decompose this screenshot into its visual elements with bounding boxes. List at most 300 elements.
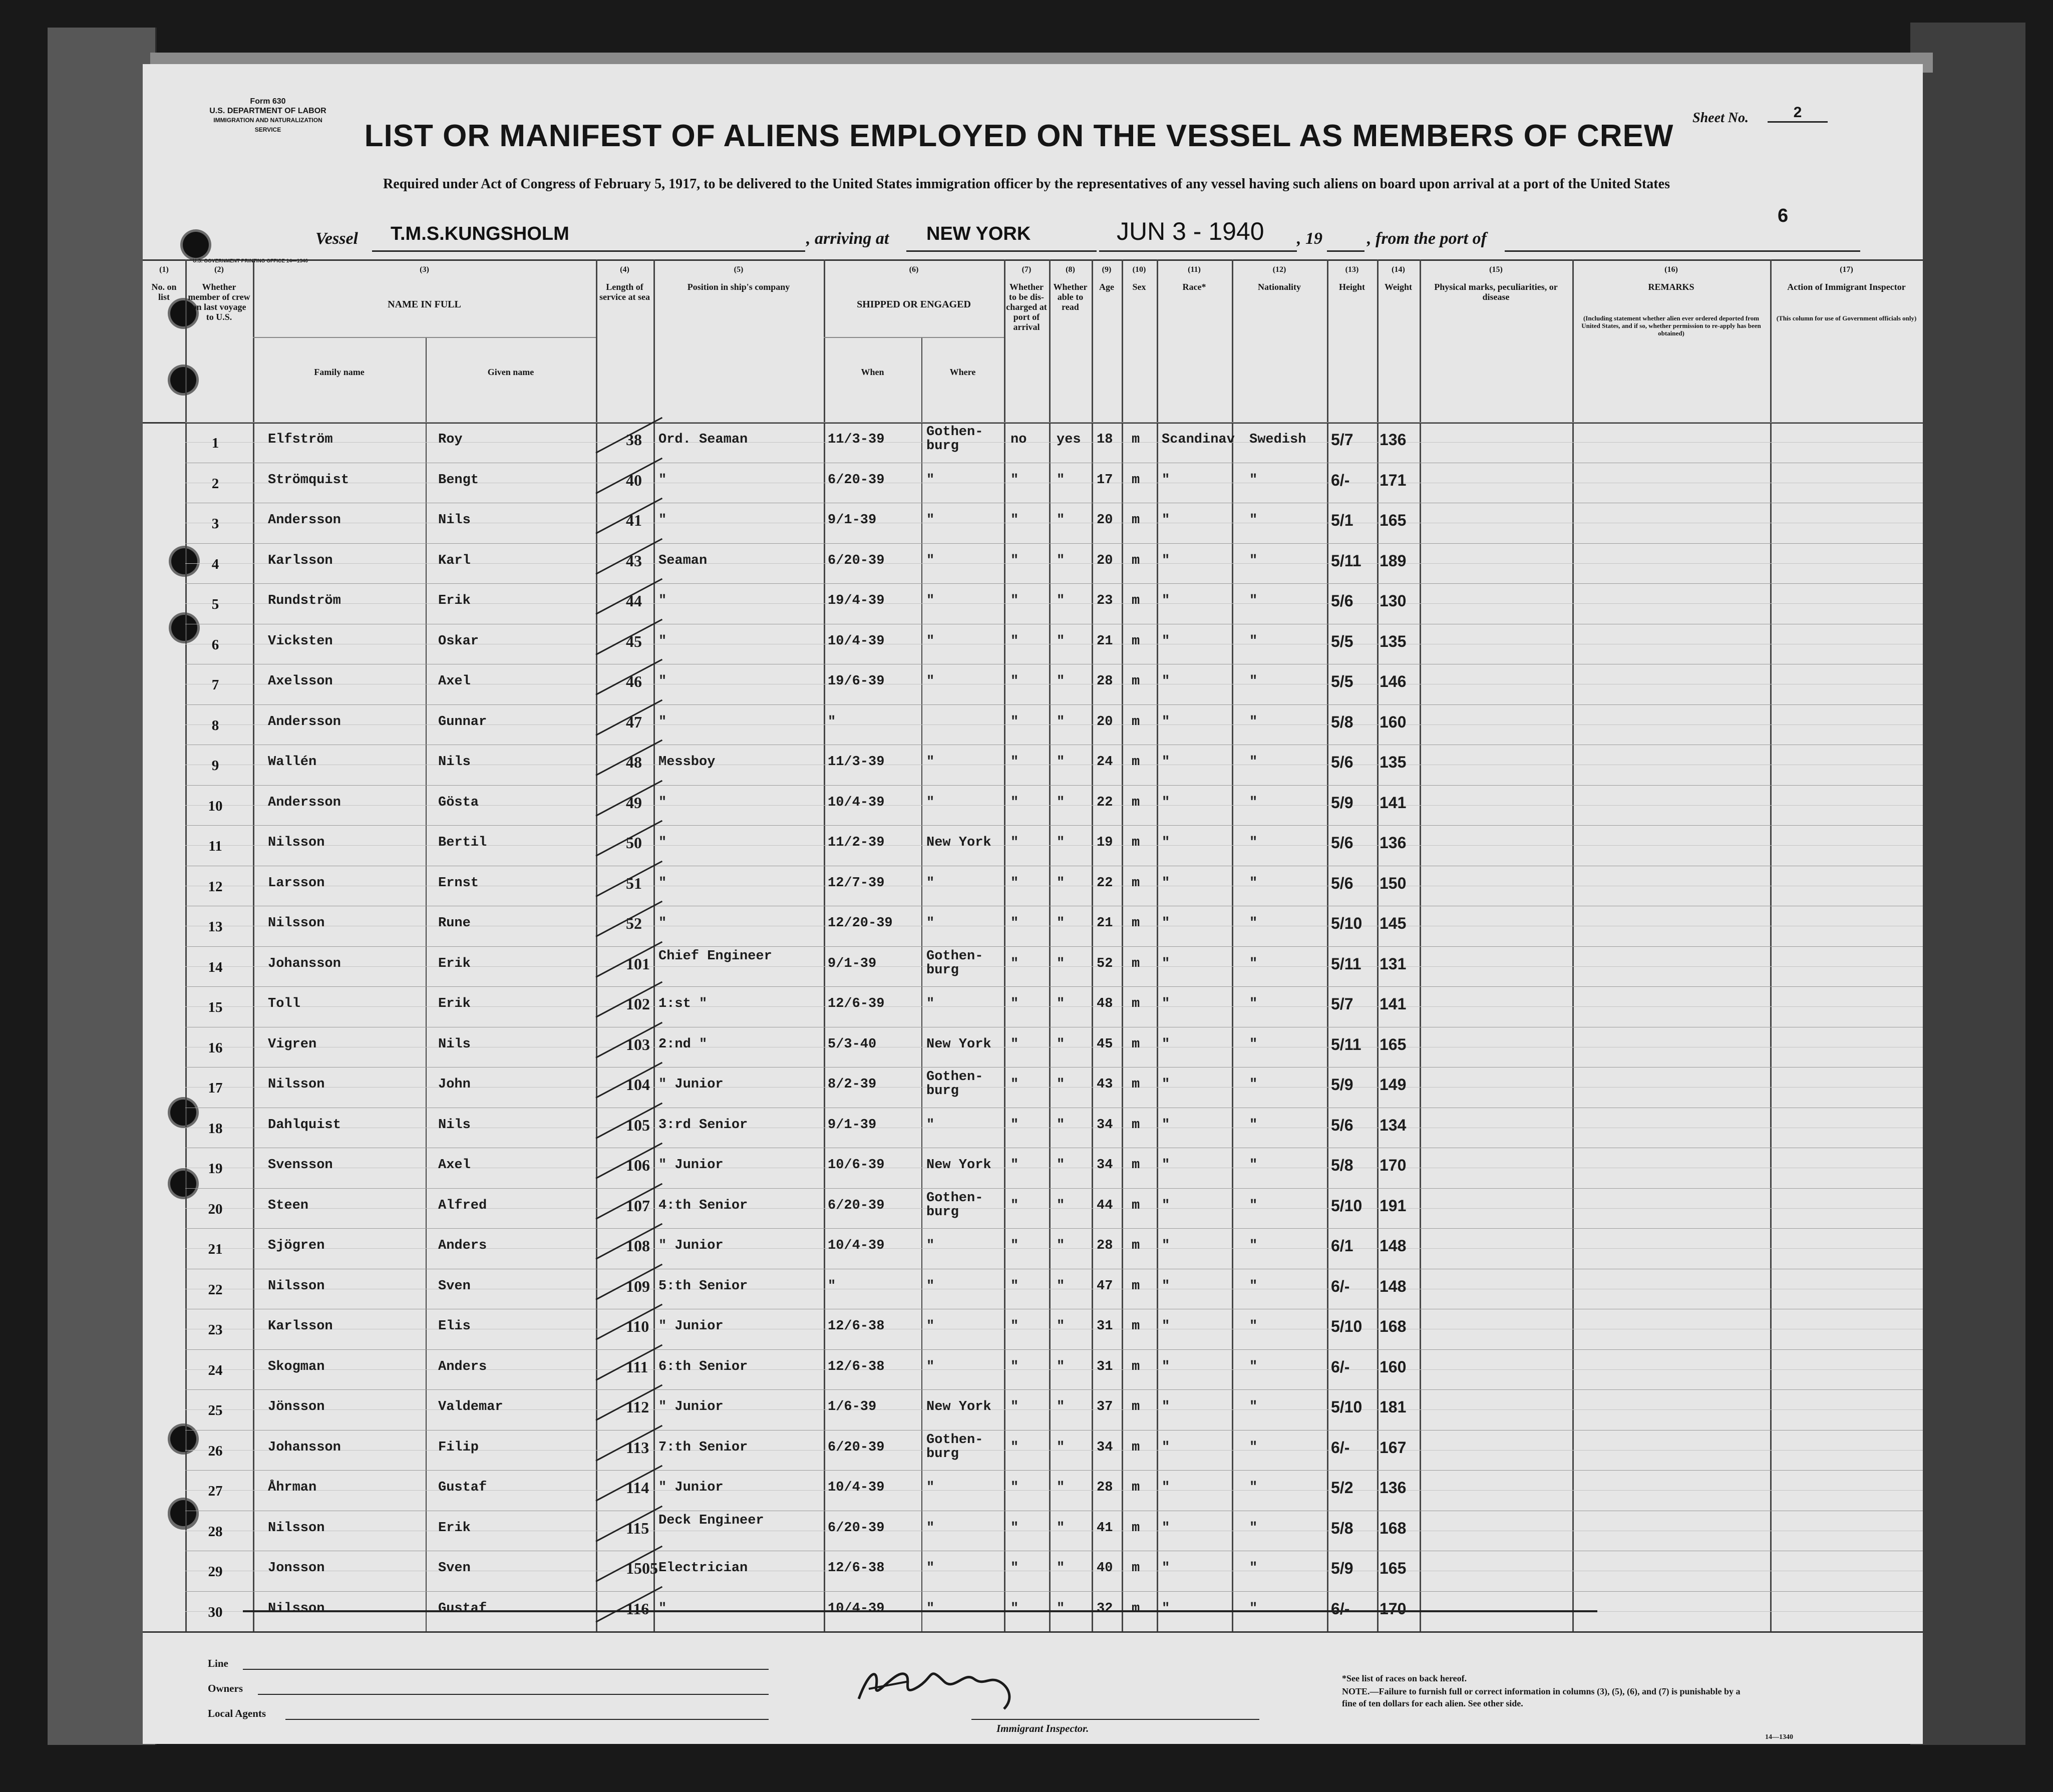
nationality: ": [1249, 1399, 1258, 1414]
height: 6/-: [1331, 1438, 1350, 1457]
corner-number: 6: [1778, 205, 1789, 226]
given-name: Erik: [438, 996, 471, 1011]
row-number: 21: [208, 1241, 223, 1257]
age: 24: [1097, 755, 1113, 770]
race: ": [1162, 795, 1170, 810]
weight: 135: [1380, 632, 1407, 650]
given-name: Alfred: [438, 1198, 487, 1213]
shipped-where: ": [926, 1278, 935, 1294]
row-number: 11: [208, 838, 222, 854]
shipped-when: 10/4-39: [828, 1238, 885, 1253]
length-of-service: 112: [626, 1398, 649, 1416]
row-number: 7: [211, 677, 219, 693]
weight: 131: [1380, 954, 1407, 973]
race: ": [1162, 1036, 1170, 1052]
weight: 136: [1380, 431, 1407, 449]
able-to-read: ": [1057, 1440, 1065, 1455]
able-to-read: ": [1057, 513, 1065, 528]
sex: m: [1132, 1117, 1140, 1133]
position: ": [658, 916, 667, 931]
nationality: ": [1249, 1198, 1258, 1213]
given-name: Valdemar: [438, 1399, 503, 1414]
age: 28: [1097, 1238, 1113, 1253]
length-of-service: 102: [626, 995, 650, 1013]
sex: m: [1132, 1278, 1140, 1294]
height: 5/11: [1331, 954, 1361, 973]
length-of-service: 113: [626, 1438, 649, 1457]
race: ": [1162, 1440, 1170, 1455]
nationality: Swedish: [1249, 432, 1306, 447]
sex: m: [1132, 996, 1140, 1011]
position: 1:st ": [658, 996, 708, 1011]
able-to-read: ": [1057, 472, 1065, 488]
height: 5/8: [1331, 1156, 1353, 1174]
height: 5/6: [1331, 834, 1353, 852]
height: 6/1: [1331, 1237, 1353, 1255]
discharged-at-arrival: ": [1010, 553, 1019, 568]
nationality: ": [1249, 674, 1258, 689]
age: 48: [1097, 996, 1113, 1011]
race: ": [1162, 996, 1170, 1011]
column-header: Whether member of crew on last voyage to U.S.: [188, 282, 250, 322]
able-to-read: ": [1057, 1077, 1065, 1092]
family-name: Dahlquist: [268, 1117, 341, 1133]
age: 34: [1097, 1440, 1113, 1455]
able-to-read: ": [1057, 1399, 1065, 1414]
sex: m: [1132, 432, 1140, 447]
shipped-when: 12/6-38: [828, 1561, 885, 1576]
height: 5/11: [1331, 551, 1361, 570]
height: 5/6: [1331, 874, 1353, 892]
able-to-read: ": [1057, 755, 1065, 770]
footer-agents-label: Local Agents: [208, 1707, 266, 1719]
family-name: Rundström: [268, 593, 341, 608]
height: 5/10: [1331, 914, 1362, 932]
row-number: 27: [208, 1483, 223, 1499]
position: 4:th Senior: [658, 1198, 748, 1213]
discharged-at-arrival: ": [1010, 1077, 1019, 1092]
nationality: ": [1249, 1158, 1258, 1173]
position: " Junior: [658, 1077, 724, 1092]
weight: 136: [1380, 834, 1407, 852]
race: ": [1162, 835, 1170, 850]
weight: 160: [1380, 1357, 1407, 1376]
position: ": [658, 795, 667, 810]
able-to-read: ": [1057, 1278, 1065, 1294]
nationality: ": [1249, 875, 1258, 891]
shipped-when: 5/3-40: [828, 1036, 877, 1052]
column-number: (3): [420, 265, 429, 274]
discharged-at-arrival: ": [1010, 472, 1019, 488]
length-of-service: 101: [626, 954, 650, 973]
length-of-service: 51: [626, 874, 642, 892]
sex: m: [1132, 472, 1140, 488]
discharged-at-arrival: ": [1010, 795, 1019, 810]
discharged-at-arrival: ": [1010, 916, 1019, 931]
weight: 141: [1380, 995, 1407, 1013]
sex: m: [1132, 1359, 1140, 1374]
row-number: 8: [211, 717, 219, 734]
weight: 189: [1380, 551, 1407, 570]
able-to-read: ": [1057, 1117, 1065, 1133]
able-to-read: ": [1057, 1158, 1065, 1173]
family-name: Andersson: [268, 714, 341, 730]
nationality: ": [1249, 1077, 1258, 1092]
weight: 181: [1380, 1398, 1407, 1416]
age: 34: [1097, 1117, 1113, 1133]
column-number: (9): [1102, 265, 1112, 274]
age: 22: [1097, 875, 1113, 891]
length-of-service: 46: [626, 672, 642, 690]
discharged-at-arrival: ": [1010, 714, 1019, 730]
length-of-service: 104: [626, 1076, 650, 1094]
age: 40: [1097, 1561, 1113, 1576]
column-header: Whether to be dis-charged at port of arrival: [1006, 282, 1047, 332]
shipped-where: New York: [926, 1158, 991, 1173]
row-number: 4: [211, 556, 219, 572]
given-name: Gustaf: [438, 1601, 487, 1616]
shipped-when: 1/6-39: [828, 1399, 877, 1414]
family-name: Larsson: [268, 875, 325, 891]
nationality: ": [1249, 755, 1258, 770]
weight: 136: [1380, 1479, 1407, 1497]
column-number: (4): [620, 265, 629, 274]
height: 6/-: [1331, 1357, 1350, 1376]
discharged-at-arrival: ": [1010, 633, 1019, 649]
sex: m: [1132, 1036, 1140, 1052]
height: 5/6: [1331, 1116, 1353, 1134]
column-subheader: When: [861, 367, 884, 377]
length-of-service: 40: [626, 471, 642, 489]
discharged-at-arrival: ": [1010, 1440, 1019, 1455]
position: 6:th Senior: [658, 1359, 748, 1374]
position: Electrician: [658, 1561, 748, 1576]
shipped-where: ": [926, 1520, 935, 1536]
age: 32: [1097, 1601, 1113, 1616]
age: 41: [1097, 1520, 1113, 1536]
strike-through-line: [243, 1610, 1597, 1612]
weight: 171: [1380, 471, 1407, 489]
length-of-service: 44: [626, 592, 642, 610]
age: 31: [1097, 1319, 1113, 1334]
able-to-read: yes: [1057, 432, 1081, 447]
age: 45: [1097, 1036, 1113, 1052]
from-port-label: , from the port of: [1367, 229, 1487, 248]
weight: 160: [1380, 712, 1407, 731]
race: ": [1162, 1077, 1170, 1092]
races-note: *See list of races on back hereof.: [1342, 1673, 1467, 1683]
race: ": [1162, 513, 1170, 528]
shipped-where: Gothen-burg: [926, 948, 983, 978]
length-of-service: 48: [626, 753, 642, 771]
discharged-at-arrival: no: [1010, 432, 1027, 447]
column-subheader: Where: [949, 367, 976, 377]
shipped-where: ": [926, 1561, 935, 1576]
age: 18: [1097, 432, 1113, 447]
page-subtitle: Required under Act of Congress of February 5, 1917, to be delivered to the United States immigration officer by the representatives of any vessel having such aliens on board upon arrival at a port of the United States: [383, 176, 1670, 192]
row-number: 14: [208, 959, 223, 975]
gpo-line: U.S. GOVERNMENT PRINTING OFFICE 14—1340: [193, 258, 308, 264]
column-subheader: Given name: [487, 367, 534, 377]
able-to-read: ": [1057, 1319, 1065, 1334]
column-number: (14): [1392, 265, 1405, 274]
weight: 165: [1380, 511, 1407, 529]
given-name: Karl: [438, 553, 471, 568]
able-to-read: ": [1057, 835, 1065, 850]
row-number: 5: [211, 596, 219, 612]
able-to-read: ": [1057, 633, 1065, 649]
age: 19: [1097, 835, 1113, 850]
race: ": [1162, 875, 1170, 891]
family-name: Johansson: [268, 1440, 341, 1455]
page-title: LIST OR MANIFEST OF ALIENS EMPLOYED ON THE VESSEL AS MEMBERS OF CREW: [364, 119, 1674, 153]
weight: 149: [1380, 1076, 1407, 1094]
weight: 148: [1380, 1237, 1407, 1255]
form-number: Form 630: [250, 97, 286, 106]
shipped-where: ": [926, 996, 935, 1011]
family-name: Vicksten: [268, 633, 333, 649]
length-of-service: 109: [626, 1277, 650, 1295]
discharged-at-arrival: ": [1010, 996, 1019, 1011]
discharged-at-arrival: ": [1010, 1117, 1019, 1133]
race: ": [1162, 674, 1170, 689]
family-name: Elfström: [268, 432, 333, 447]
discharged-at-arrival: ": [1010, 835, 1019, 850]
shipped-when: 10/4-39: [828, 1480, 885, 1495]
height: 5/8: [1331, 712, 1353, 731]
row-number: 22: [208, 1281, 223, 1298]
column-header: Height: [1339, 282, 1365, 292]
length-of-service: 47: [626, 712, 642, 731]
length-of-service: 108: [626, 1237, 650, 1255]
arrival-date-stamp: JUN 3 - 1940: [1117, 217, 1264, 245]
position: " Junior: [658, 1319, 724, 1334]
race: ": [1162, 956, 1170, 971]
able-to-read: ": [1057, 593, 1065, 608]
column-header: Action of Immigrant Inspector: [1787, 282, 1906, 292]
position: ": [658, 714, 667, 730]
able-to-read: ": [1057, 1520, 1065, 1536]
height: 5/9: [1331, 1076, 1353, 1094]
race: Scandinav: [1162, 432, 1235, 447]
weight: 170: [1380, 1599, 1407, 1618]
weight: 145: [1380, 914, 1407, 932]
height: 5/9: [1331, 793, 1353, 812]
vessel-label: Vessel: [315, 229, 358, 248]
nationality: ": [1249, 633, 1258, 649]
race: ": [1162, 1198, 1170, 1213]
family-name: Steen: [268, 1198, 309, 1213]
able-to-read: ": [1057, 1480, 1065, 1495]
given-name: Sven: [438, 1561, 471, 1576]
nationality: ": [1249, 1520, 1258, 1536]
shipped-when: 11/3-39: [828, 755, 885, 770]
length-of-service: 106: [626, 1156, 650, 1174]
shipped-when: 9/1-39: [828, 956, 877, 971]
length-of-service: 45: [626, 632, 642, 650]
row-number: 15: [208, 999, 223, 1015]
shipped-when: 6/20-39: [828, 1440, 885, 1455]
arriving-port: NEW YORK: [926, 223, 1031, 244]
position: ": [658, 633, 667, 649]
given-name: Erik: [438, 593, 471, 608]
age: 21: [1097, 633, 1113, 649]
arriving-label: , arriving at: [806, 229, 889, 248]
row-number: 17: [208, 1080, 223, 1096]
row-number: 1: [211, 435, 219, 451]
nationality: ": [1249, 1278, 1258, 1294]
shipped-when: 12/6-39: [828, 996, 885, 1011]
able-to-read: ": [1057, 916, 1065, 931]
column-header: Nationality: [1257, 282, 1301, 292]
able-to-read: ": [1057, 956, 1065, 971]
nationality: ": [1249, 1601, 1258, 1616]
race: ": [1162, 1399, 1170, 1414]
position: ": [658, 513, 667, 528]
weight: 135: [1380, 753, 1407, 771]
given-name: Ernst: [438, 875, 479, 891]
race: ": [1162, 714, 1170, 730]
shipped-when: 6/20-39: [828, 1198, 885, 1213]
given-name: John: [438, 1077, 471, 1092]
shipped-when: 19/6-39: [828, 674, 885, 689]
race: ": [1162, 755, 1170, 770]
able-to-read: ": [1057, 1238, 1065, 1253]
weight: 165: [1380, 1035, 1407, 1053]
binder-strip: [48, 28, 157, 1745]
race: ": [1162, 1238, 1170, 1253]
column-number: (2): [214, 265, 224, 274]
row-number: 3: [211, 516, 219, 532]
crew-table: [143, 259, 1923, 1634]
family-name: Andersson: [268, 513, 341, 528]
race: ": [1162, 1359, 1170, 1374]
sex: m: [1132, 1319, 1140, 1334]
age: 43: [1097, 1077, 1113, 1092]
discharged-at-arrival: ": [1010, 1561, 1019, 1576]
sex: m: [1132, 674, 1140, 689]
weight: 146: [1380, 672, 1407, 690]
discharged-at-arrival: ": [1010, 875, 1019, 891]
age: 28: [1097, 1480, 1113, 1495]
row-number: 16: [208, 1039, 223, 1056]
race: ": [1162, 1601, 1170, 1616]
given-name: Nils: [438, 755, 471, 770]
column-number: (6): [909, 265, 919, 274]
column-number: (8): [1066, 265, 1075, 274]
shipped-where: Gothen-burg: [926, 425, 983, 454]
shipped-when: 6/20-39: [828, 472, 885, 488]
row-number: 12: [208, 878, 223, 895]
race: ": [1162, 553, 1170, 568]
shipped-where: Gothen-burg: [926, 1432, 983, 1462]
shipped-where: ": [926, 1359, 935, 1374]
column-number: (17): [1840, 265, 1853, 274]
shipped-when: ": [828, 714, 836, 730]
length-of-service: 49: [626, 793, 642, 812]
position: 3:rd Senior: [658, 1117, 748, 1133]
position: Chief Engineer: [658, 948, 772, 964]
service: IMMIGRATION AND NATURALIZATION SERVICE: [213, 117, 322, 133]
row-number: 23: [208, 1322, 223, 1338]
department: U.S. DEPARTMENT OF LABOR: [209, 107, 326, 115]
shipped-where: ": [926, 1319, 935, 1334]
family-name: Axelsson: [268, 674, 333, 689]
column-header: Race*: [1182, 282, 1206, 292]
able-to-read: ": [1057, 553, 1065, 568]
given-name: Axel: [438, 674, 471, 689]
column-number: (13): [1345, 265, 1359, 274]
sex: m: [1132, 553, 1140, 568]
race: ": [1162, 472, 1170, 488]
able-to-read: ": [1057, 1198, 1065, 1213]
weight: 130: [1380, 592, 1407, 610]
column-note: (Including statement whether alien ever ordered deported from United States, and if so, whether permission to re-apply has been obtained): [1581, 314, 1761, 337]
year-label: , 19: [1297, 229, 1322, 248]
shipped-when: 10/4-39: [828, 633, 885, 649]
able-to-read: ": [1057, 1359, 1065, 1374]
row-number: 30: [208, 1604, 223, 1620]
weight: 168: [1380, 1519, 1407, 1537]
column-header: Whether able to read: [1053, 282, 1088, 312]
nationality: ": [1249, 714, 1258, 730]
nationality: ": [1249, 1440, 1258, 1455]
position: Seaman: [658, 553, 708, 568]
position: ": [658, 1601, 667, 1616]
length-of-service: 38: [626, 431, 642, 449]
height: 5/11: [1331, 1035, 1361, 1053]
family-name: Vigren: [268, 1036, 317, 1052]
length-of-service: 52: [626, 914, 642, 932]
row-number: 18: [208, 1120, 223, 1137]
discharged-at-arrival: ": [1010, 956, 1019, 971]
weight: 170: [1380, 1156, 1407, 1174]
sex: m: [1132, 795, 1140, 810]
length-of-service: 111: [626, 1357, 648, 1376]
shipped-where: Gothen-burg: [926, 1190, 983, 1220]
discharged-at-arrival: ": [1010, 1158, 1019, 1173]
column-header: Length of service at sea: [599, 282, 650, 302]
shipped-where: ": [926, 1480, 935, 1495]
family-name: Nilsson: [268, 1601, 325, 1616]
shipped-where: ": [926, 553, 935, 568]
column-header: SHIPPED OR ENGAGED: [857, 299, 971, 310]
discharged-at-arrival: ": [1010, 1238, 1019, 1253]
family-name: Sjögren: [268, 1238, 325, 1253]
shipped-where: ": [926, 755, 935, 770]
sex: m: [1132, 513, 1140, 528]
nationality: ": [1249, 1561, 1258, 1576]
family-name: Nilsson: [268, 1520, 325, 1536]
discharged-at-arrival: ": [1010, 1319, 1019, 1334]
family-name: Nilsson: [268, 835, 325, 850]
weight: 165: [1380, 1559, 1407, 1577]
shipped-where: Gothen-burg: [926, 1069, 983, 1099]
position: Messboy: [658, 755, 716, 770]
position: " Junior: [658, 1399, 724, 1414]
shipped-when: 6/20-39: [828, 1520, 885, 1536]
height: 6/-: [1331, 471, 1350, 489]
position: ": [658, 593, 667, 608]
inspector-label: Immigrant Inspector.: [996, 1722, 1089, 1734]
sex: m: [1132, 1399, 1140, 1414]
shipped-when: 10/4-39: [828, 795, 885, 810]
nationality: ": [1249, 1238, 1258, 1253]
race: ": [1162, 1561, 1170, 1576]
column-header: No. on list: [151, 282, 177, 302]
shipped-where: New York: [926, 1399, 991, 1414]
position: ": [658, 472, 667, 488]
